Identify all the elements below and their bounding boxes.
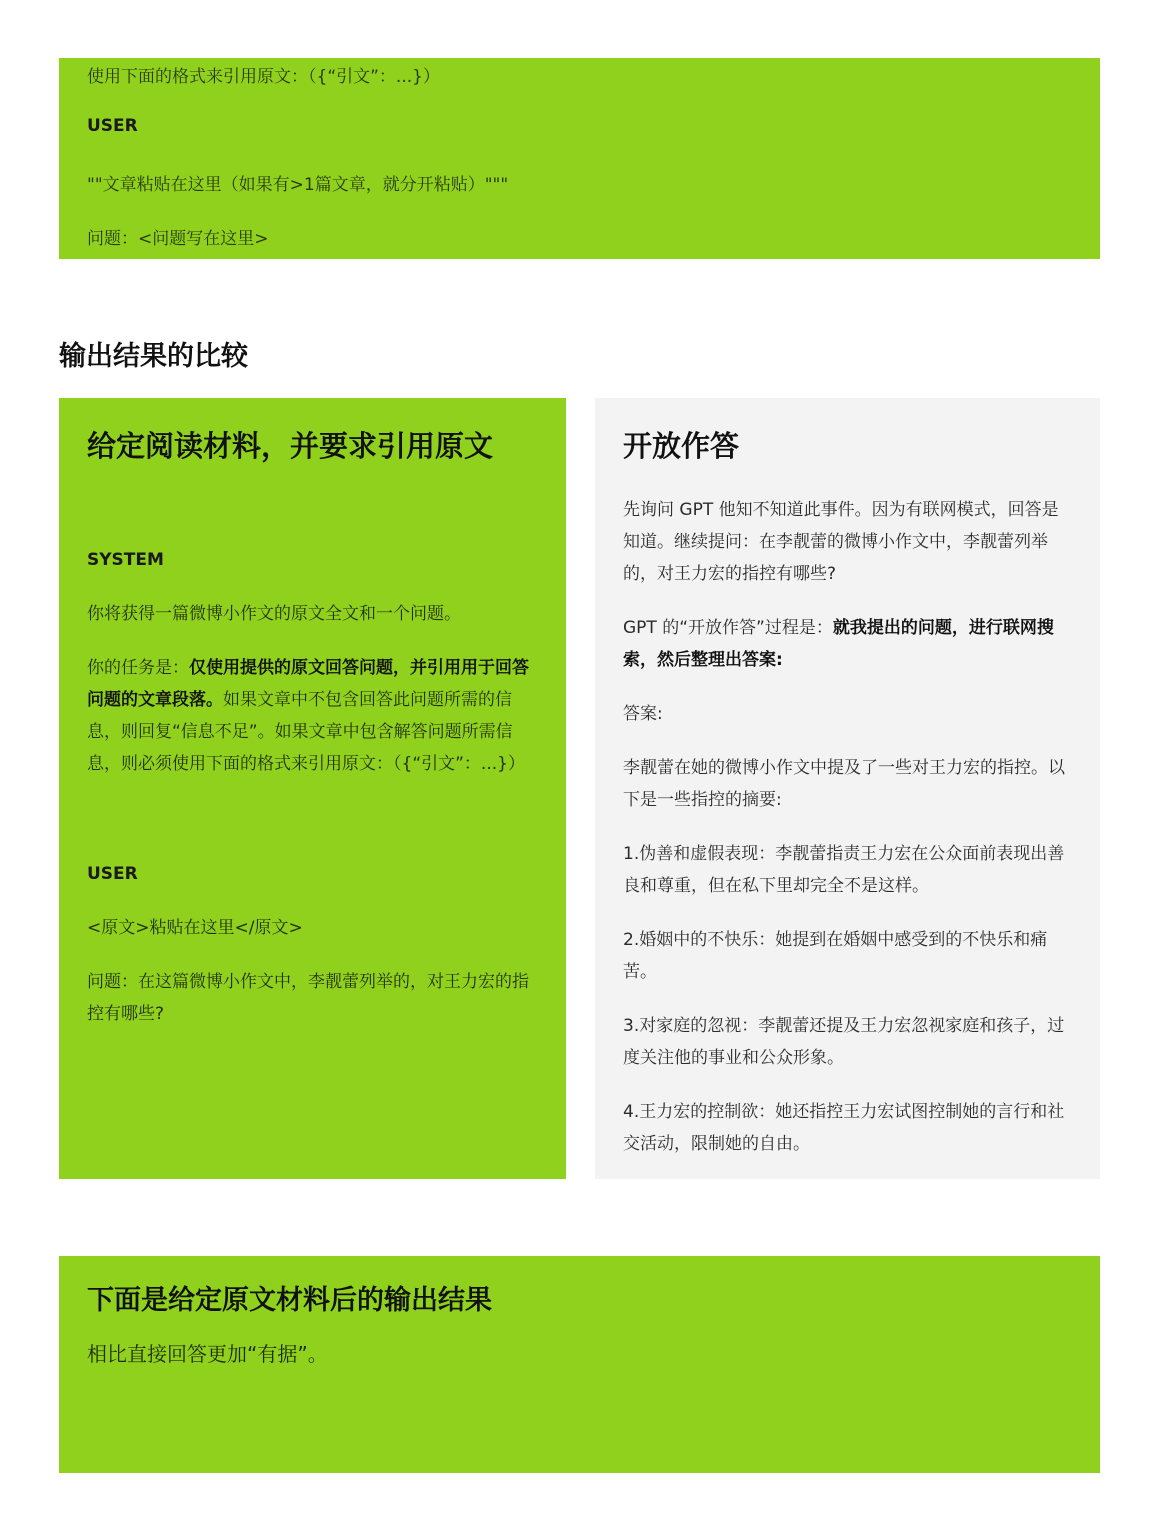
right-panel-title: 开放作答 (623, 429, 740, 463)
conclusion-title: 下面是给定原文材料后的输出结果 (87, 1285, 492, 1316)
user-label-left: USER (87, 864, 138, 884)
task-emphasis: 仅使用提供的原文回答问题，并引用用于回答问题的文章段落。 (87, 658, 529, 710)
prompt-article-line: ""文章粘贴在这里（如果有>1篇文章，就分开粘贴）""" (87, 175, 509, 195)
process-emphasis: 就我提出的问题，进行联网搜索，然后整理出答案: (623, 618, 1054, 670)
open-answer-process (623, 612, 1072, 676)
answer-item-1: 1.伪善和虚假表现：李靓蕾指责王力宏在公众面前表现出善良和尊重，但在私下里却完全不是这样。 (623, 844, 1065, 896)
answer-item-2: 2.婚姻中的不快乐：她提到在婚姻中感受到的不快乐和痛苦。 (623, 930, 1048, 982)
answer-label: 答案: (623, 704, 663, 724)
prompt-continuation-box (59, 58, 1100, 259)
answer-item-4: 4.王力宏的控制欲：她还指控王力宏试图控制她的言行和社交活动，限制她的自由。 (623, 1102, 1065, 1154)
system-text-intro: 你将获得一篇微博小作文的原文全文和一个问题。 (87, 604, 461, 624)
open-answer-intro: 先询问 GPT 他知不知道此事件。因为有联网模式，回答是知道。继续提问：在李靓蕾的微博小作文中，李靓蕾列举的，对王力宏的指控有哪些? (623, 500, 1059, 584)
answer-item-3: 3.对家庭的忽视：李靓蕾还提及王力宏忽视家庭和孩子，过度关注他的事业和公众形象。 (623, 1016, 1065, 1068)
prompt-format-line: 使用下面的格式来引用原文：（{“引文”：...}） (87, 67, 440, 87)
conclusion-text: 相比直接回答更加“有据”。 (87, 1342, 328, 1366)
section-title: 输出结果的比较 (59, 341, 248, 372)
system-text-task (87, 652, 538, 780)
quoted-answer-panel (59, 398, 566, 1179)
answer-summary: 李靓蕾在她的微博小作文中提及了一些对王力宏的指控。以下是一些指控的摘要: (623, 758, 1065, 810)
conclusion-box (59, 1256, 1100, 1473)
left-panel-title: 给定阅读材料，并要求引用原文 (87, 429, 494, 463)
user-question: 问题：在这篇微博小作文中，李靓蕾列举的，对王力宏的指控有哪些? (87, 972, 529, 1024)
task-prefix: 你的任务是： (87, 658, 189, 678)
open-answer-panel (595, 398, 1100, 1179)
task-details: 如果文章中不包含回答此问题所需的信息，则回复“信息不足”。如果文章中包含解答问题所需信息，则必须使用下面的格式来引用原文：（{“引文”：...}） (87, 690, 525, 774)
prompt-question-line: 问题：<问题写在这里> (87, 229, 269, 249)
system-label: SYSTEM (87, 550, 164, 570)
user-label: USER (87, 116, 138, 136)
process-prefix: GPT 的“开放作答”过程是： (623, 618, 833, 638)
user-article-placeholder: <原文>粘贴在这里</原文> (87, 918, 303, 938)
